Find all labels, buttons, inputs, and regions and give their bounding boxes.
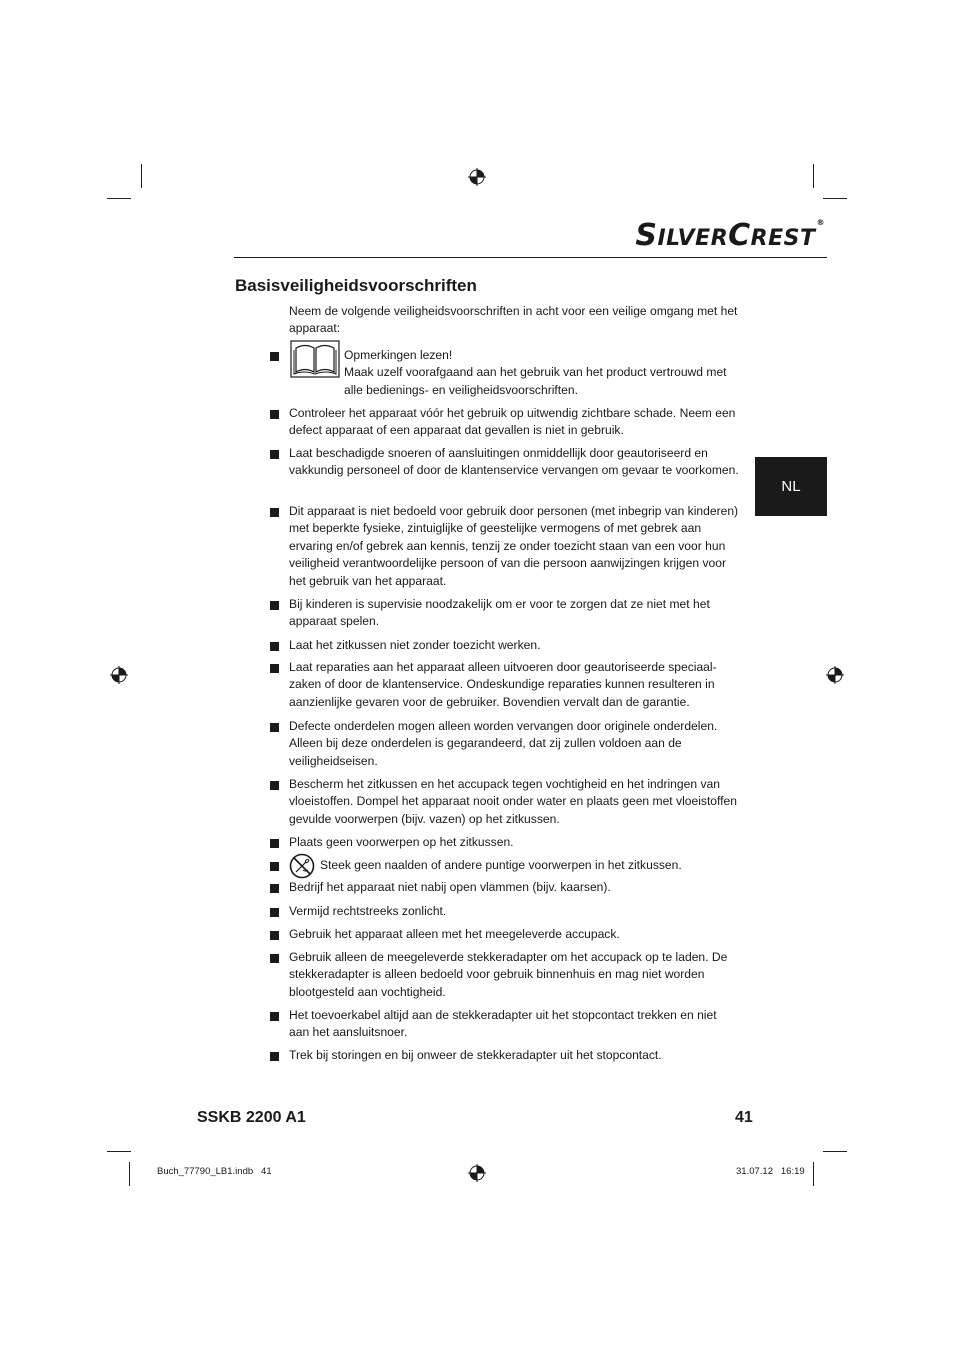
item-text: Laat het zitkussen niet zonder toezicht werken. xyxy=(289,638,541,652)
print-slug-date: 31.07.12 16:19 xyxy=(736,1166,805,1177)
logo-letter: S xyxy=(635,218,658,253)
bullet-icon xyxy=(270,908,279,917)
item-text: Het toevoerkabel altijd aan de stekkeradapter uit het stopcontact trekken en niet aan het aansluitsnoer. xyxy=(289,1008,717,1040)
item-text: Steek geen naalden of andere puntige voorwerpen in het zitkussen. xyxy=(320,858,682,872)
logo-letters: REST xyxy=(750,226,816,251)
page-number: 41 xyxy=(735,1109,753,1126)
crop-mark xyxy=(813,164,814,188)
bullet-icon xyxy=(270,450,279,459)
bullet-icon xyxy=(270,508,279,517)
crop-mark xyxy=(107,1151,131,1152)
bullet-icon xyxy=(270,839,279,848)
bullet-icon xyxy=(270,862,279,871)
list-item xyxy=(270,949,740,1001)
bullet-icon xyxy=(270,781,279,790)
list-item xyxy=(270,1007,740,1042)
bullet-icon xyxy=(270,723,279,732)
crop-mark xyxy=(823,198,847,199)
book-icon xyxy=(290,340,340,378)
list-item xyxy=(270,347,740,399)
item-text: Gebruik het apparaat alleen met het meegeleverde accupack. xyxy=(289,927,620,941)
list-item xyxy=(270,926,740,943)
bullet-icon xyxy=(270,410,279,419)
registration-mark-icon xyxy=(110,666,128,684)
crop-mark xyxy=(129,1162,130,1186)
print-slug-file: Buch_77790_LB1.indb 41 xyxy=(157,1166,272,1177)
crop-mark xyxy=(107,198,131,199)
registration-mark-icon xyxy=(826,666,844,684)
bullet-icon xyxy=(270,601,279,610)
item-text: Defecte onderdelen mogen alleen worden vervangen door originele onderdelen. Alleen bij deze onderdelen is gegarandeerd, dat zij zullen voldoen aan de veiligheidseisen. xyxy=(289,719,718,768)
intro-text: Neem de volgende veiligheidsvoorschriften in acht voor een veilige omgang met het apparaat: xyxy=(289,304,738,336)
registration-mark-icon xyxy=(468,1164,486,1182)
language-tab: NL xyxy=(755,457,827,516)
list-item xyxy=(270,659,740,711)
item-text: Laat reparaties aan het apparaat alleen uitvoeren door geautoriseerde speciaal-zaken of door de klantenservice. Ondeskundige reparaties kunnen resulteren in aanzienlijke gevaren voor de gebruiker. Bovendien vervalt dan de garantie. xyxy=(289,660,717,709)
list-item xyxy=(270,776,740,828)
logo-letters: ILVER xyxy=(657,226,729,251)
bullet-icon xyxy=(270,1012,279,1021)
list-item xyxy=(270,718,740,770)
list-item xyxy=(270,596,740,631)
item-text: Dit apparaat is niet bedoeld voor gebruik door personen (met inbegrip van kinderen) met beperkte fysieke, zintuiglijke of geestelijke vermogens of met gebrek aan ervaring en/of gebrek aan kennis, tenzij ze onder toezicht staan van een voor hun veiligheid verantwoordelijke persoon of van die persoon aanwijzingen krijgen voor het gebruik van het apparaat. xyxy=(289,504,739,588)
crop-mark xyxy=(823,1151,847,1152)
list-item xyxy=(270,879,740,896)
registered-mark: ® xyxy=(816,218,825,227)
bullet-icon xyxy=(270,352,279,361)
list-item xyxy=(270,1047,740,1064)
model-number: SSKB 2200 A1 xyxy=(197,1109,306,1126)
item-text: Bedrijf het apparaat niet nabij open vlammen (bijv. kaarsen). xyxy=(289,880,611,894)
item-text: Bij kinderen is supervisie noodzakelijk om er voor te zorgen dat ze niet met het apparaat spelen. xyxy=(289,597,710,629)
item-text: Bescherm het zitkussen en het accupack tegen vochtigheid en het indringen van vloeistoffen. Dompel het apparaat nooit onder water en plaats geen met vloeistoffen gevulde voorwerpen (bijv. vazen) op het zitkussen. xyxy=(289,777,737,826)
no-needles-icon xyxy=(289,853,315,879)
list-item xyxy=(270,445,740,480)
bullet-icon xyxy=(270,642,279,651)
item-text: Trek bij storingen en bij onweer de stekkeradapter uit het stopcontact. xyxy=(289,1048,662,1062)
list-item xyxy=(270,903,740,920)
bullet-icon xyxy=(270,954,279,963)
page-title: Basisveiligheidsvoorschriften xyxy=(235,276,477,295)
bullet-icon xyxy=(270,664,279,673)
bullet-icon xyxy=(270,931,279,940)
list-item xyxy=(270,834,740,851)
item-text: Opmerkingen lezen! Maak uzelf voorafgaand aan het gebruik van het product vertrouwd met alle bedienings- en veiligheidsvoorschriften. xyxy=(344,348,727,397)
registration-mark-icon xyxy=(468,168,486,186)
item-text: Controleer het apparaat vóór het gebruik op uitwendig zichtbare schade. Neem een defect apparaat of een apparaat dat gevallen is niet in gebruik. xyxy=(289,406,736,438)
silvercrest-logo xyxy=(635,218,825,253)
list-item xyxy=(270,857,740,874)
item-text: Laat beschadigde snoeren of aansluitingen onmiddellijk door geautoriseerd en vakkundig personeel of door de klantenservice vervangen om gevaar te voorkomen. xyxy=(289,446,739,478)
crop-mark xyxy=(141,164,142,188)
logo-letter: C xyxy=(728,218,751,253)
item-text: Vermijd rechtstreeks zonlicht. xyxy=(289,904,447,918)
list-item xyxy=(270,503,740,590)
list-item xyxy=(270,637,740,654)
item-text: Plaats geen voorwerpen op het zitkussen. xyxy=(289,835,514,849)
crop-mark xyxy=(813,1162,814,1186)
bullet-icon xyxy=(270,884,279,893)
item-text: Gebruik alleen de meegeleverde stekkeradapter om het accupack op te laden. De stekkeradapter is alleen bedoeld voor gebruik binnenhuis en mag niet worden blootgesteld aan vochtigheid. xyxy=(289,950,728,999)
bullet-icon xyxy=(270,1052,279,1061)
header-rule xyxy=(234,257,827,258)
list-item xyxy=(270,405,740,440)
